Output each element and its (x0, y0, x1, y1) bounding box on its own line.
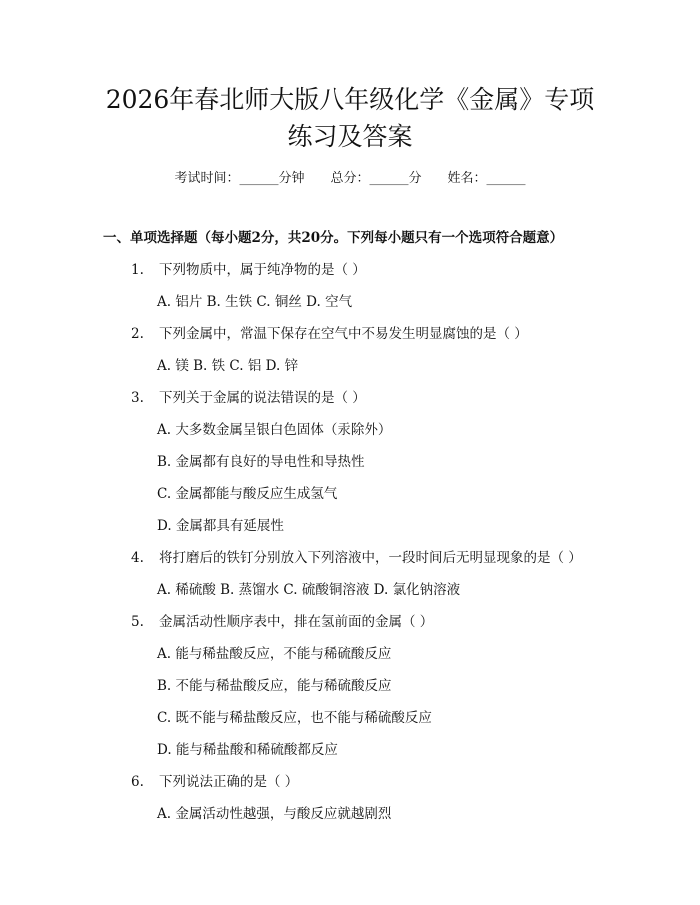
question-5-option-c: C. 既不能与稀盐酸反应，也不能与稀硫酸反应 (157, 710, 432, 726)
question-number: 6. (131, 774, 144, 790)
question-3-option-a: A. 大多数金属呈银白色固体（汞除外） (157, 422, 392, 438)
exam-meta (0, 170, 700, 188)
question-3-option-b: B. 金属都有良好的导电性和导热性 (157, 454, 365, 470)
question-text: 下列金属中，常温下保存在空气中不易发生明显腐蚀的是（ ） (159, 326, 528, 342)
exam-score: 总分：______分 (330, 171, 422, 186)
question-5-option-d: D. 能与稀盐酸和稀硫酸都反应 (157, 742, 338, 758)
document-title-line1: 2026年春北师大版八年级化学《金属》专项 (105, 85, 595, 114)
question-5-option-b: B. 不能与稀盐酸反应，能与稀硫酸反应 (157, 678, 392, 694)
question-number: 2. (131, 326, 144, 342)
question-text: 下列说法正确的是（ ） (159, 774, 299, 790)
question-3-option-d: D. 金属都具有延展性 (157, 518, 284, 534)
question-3-option-c: C. 金属都能与酸反应生成氢气 (157, 486, 338, 502)
section-heading: 一、单项选择题（每小题2分，共20分。下列每小题只有一个选项符合题意） (103, 230, 564, 246)
question-number: 1. (131, 262, 144, 278)
question-1-options: A. 铝片 B. 生铁 C. 铜丝 D. 空气 (157, 294, 353, 310)
question-number: 4. (131, 550, 144, 566)
question-6-option-a: A. 金属活动性越强，与酸反应就越剧烈 (157, 806, 392, 822)
question-4-options: A. 稀硫酸 B. 蒸馏水 C. 硫酸铜溶液 D. 氯化钠溶液 (157, 582, 461, 598)
document-title-line2: 练习及答案 (287, 122, 413, 151)
question-2-options: A. 镁 B. 铁 C. 铝 D. 锌 (157, 358, 299, 374)
question-number: 3. (131, 390, 144, 406)
question-text: 下列物质中，属于纯净物的是（ ） (159, 262, 366, 278)
question-5-option-a: A. 能与稀盐酸反应，不能与稀硫酸反应 (157, 646, 392, 662)
question-text: 下列关于金属的说法错误的是（ ） (159, 390, 366, 406)
question-text: 将打磨后的铁钉分别放入下列溶液中，一段时间后无明显现象的是（ ） (159, 550, 582, 566)
exam-name: 姓名：______ (447, 171, 526, 186)
exam-time: 考试时间：______分钟 (174, 171, 305, 186)
question-text: 金属活动性顺序表中，排在氢前面的金属（ ） (159, 614, 434, 630)
question-number: 5. (131, 614, 144, 630)
